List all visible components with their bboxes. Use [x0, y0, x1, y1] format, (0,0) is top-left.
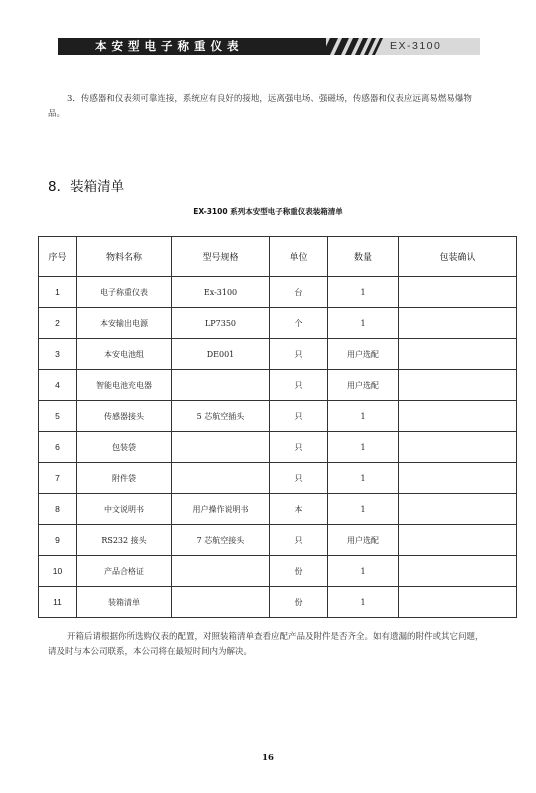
cell-model-spec: DE001 — [172, 339, 270, 370]
cell-item-name: RS232 接头 — [77, 525, 172, 556]
cell-index: 8 — [39, 494, 77, 525]
cell-model-spec: 7 芯航空接头 — [172, 525, 270, 556]
cell-quantity: 用户选配 — [328, 370, 399, 401]
cell-packing-confirm — [399, 494, 517, 525]
cell-quantity: 1 — [328, 401, 399, 432]
cell-packing-confirm — [399, 587, 517, 618]
cell-unit: 只 — [270, 401, 328, 432]
table-row — [39, 432, 517, 463]
header-cell-unit: 单位 — [270, 237, 328, 277]
cell-unit: 只 — [270, 339, 328, 370]
closing-paragraph: 开箱后请根据你所选购仪表的配置，对照装箱清单查看应配产品及附件是否齐全。如有遗漏的附件或其它问题，请及时与本公司联系，本公司将在最短时间内为解决。 — [48, 632, 484, 657]
cell-index: 10 — [39, 556, 77, 587]
cell-unit: 只 — [270, 463, 328, 494]
section-title: 8．装箱清单 — [48, 179, 125, 195]
cell-model-spec: 5 芯航空插头 — [172, 401, 270, 432]
cell-packing-confirm — [399, 556, 517, 587]
cell-unit: 个 — [270, 308, 328, 339]
header-model-number: EX-3100 — [390, 40, 442, 52]
table-row — [39, 587, 517, 618]
cell-packing-confirm — [399, 463, 517, 494]
table-row — [39, 339, 517, 370]
cell-item-name: 传感器接头 — [77, 401, 172, 432]
page-header — [58, 38, 480, 55]
cell-index: 5 — [39, 401, 77, 432]
table-row — [39, 401, 517, 432]
cell-item-name: 本安电池组 — [77, 339, 172, 370]
page-number: 16 — [262, 753, 274, 763]
cell-model-spec — [172, 370, 270, 401]
table-row — [39, 370, 517, 401]
table-row — [39, 556, 517, 587]
table-row — [39, 308, 517, 339]
cell-quantity: 1 — [328, 432, 399, 463]
cell-unit: 本 — [270, 494, 328, 525]
cell-quantity: 用户选配 — [328, 339, 399, 370]
header-cell-packing-confirm: 包装确认 — [399, 237, 517, 277]
cell-packing-confirm — [399, 401, 517, 432]
cell-quantity: 1 — [328, 277, 399, 308]
cell-unit: 只 — [270, 525, 328, 556]
header-title-band — [58, 38, 326, 55]
packing-list-table — [38, 236, 517, 618]
cell-quantity: 用户选配 — [328, 525, 399, 556]
cell-quantity: 1 — [328, 494, 399, 525]
cell-quantity: 1 — [328, 308, 399, 339]
cell-item-name: 中文说明书 — [77, 494, 172, 525]
cell-model-spec — [172, 432, 270, 463]
cell-packing-confirm — [399, 525, 517, 556]
cell-item-name: 电子称重仪表 — [77, 277, 172, 308]
cell-index: 2 — [39, 308, 77, 339]
cell-index: 3 — [39, 339, 77, 370]
header-cell-model-spec: 型号规格 — [172, 237, 270, 277]
cell-quantity: 1 — [328, 587, 399, 618]
cell-quantity: 1 — [328, 556, 399, 587]
header-stripes-decoration — [322, 38, 392, 55]
table-caption: EX-3100 系列本安型电子称重仪表装箱清单 — [193, 207, 343, 216]
cell-quantity: 1 — [328, 463, 399, 494]
cell-packing-confirm — [399, 339, 517, 370]
cell-index: 9 — [39, 525, 77, 556]
header-cell-index: 序号 — [39, 237, 77, 277]
cell-item-name: 智能电池充电器 — [77, 370, 172, 401]
header-title: 本安型电子称重仪表 — [95, 39, 244, 53]
header-cell-quantity: 数量 — [328, 237, 399, 277]
cell-unit: 份 — [270, 556, 328, 587]
cell-packing-confirm — [399, 308, 517, 339]
table-row — [39, 525, 517, 556]
note-paragraph: 3．传感器和仪表须可靠连接，系统应有良好的接地，远离强电场、强磁场，传感器和仪表应远离易燃易爆物品。 — [48, 94, 472, 119]
cell-unit: 份 — [270, 587, 328, 618]
cell-model-spec: LP7350 — [172, 308, 270, 339]
table-row — [39, 494, 517, 525]
table-row — [39, 463, 517, 494]
cell-packing-confirm — [399, 432, 517, 463]
cell-index: 4 — [39, 370, 77, 401]
cell-item-name: 包装袋 — [77, 432, 172, 463]
cell-index: 6 — [39, 432, 77, 463]
table-header-row — [39, 237, 517, 277]
cell-index: 7 — [39, 463, 77, 494]
cell-unit: 台 — [270, 277, 328, 308]
cell-item-name: 附件袋 — [77, 463, 172, 494]
cell-model-spec: 用户操作说明书 — [172, 494, 270, 525]
cell-model-spec: Ex-3100 — [172, 277, 270, 308]
cell-model-spec — [172, 556, 270, 587]
cell-packing-confirm — [399, 370, 517, 401]
header-cell-item-name: 物料名称 — [77, 237, 172, 277]
cell-model-spec — [172, 587, 270, 618]
cell-packing-confirm — [399, 277, 517, 308]
cell-model-spec — [172, 463, 270, 494]
cell-index: 1 — [39, 277, 77, 308]
cell-index: 11 — [39, 587, 77, 618]
table-body — [39, 277, 517, 618]
cell-item-name: 产品合格证 — [77, 556, 172, 587]
cell-item-name: 本安输出电源 — [77, 308, 172, 339]
cell-item-name: 装箱清单 — [77, 587, 172, 618]
cell-unit: 只 — [270, 370, 328, 401]
cell-unit: 只 — [270, 432, 328, 463]
table-row — [39, 277, 517, 308]
